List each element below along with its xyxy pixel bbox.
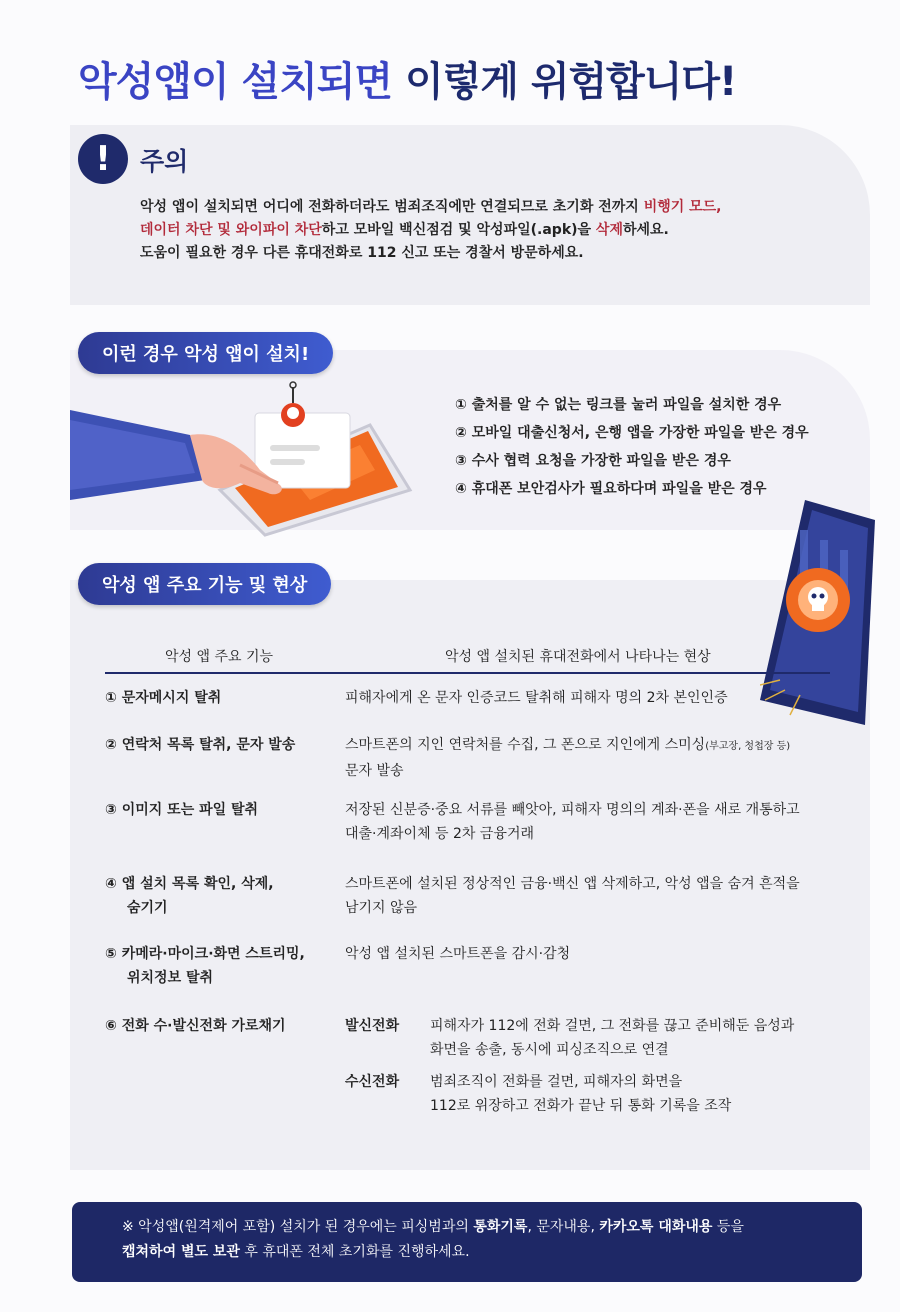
footer-line2: 캡쳐하여 별도 보관 후 휴대폰 전체 초기화를 진행하세요.: [122, 1244, 470, 1260]
symptom-cell: 악성 앱 설치된 스마트폰을 감시·감청: [345, 946, 571, 962]
caution-line2: 데이터 차단 및 와이파이 차단하고 모바일 백신점검 및 악성파일(.apk)을 삭제하세요.: [140, 222, 669, 238]
incoming-call-label: 수신전화: [345, 1074, 400, 1090]
install-cases-list: [455, 391, 835, 503]
incoming-call-desc: 범죄조직이 전화를 걸면, 피해자의 화면을 112로 위장하고 전화가 끝난 뒤 통화 기록을 조작: [430, 1074, 732, 1114]
list-item: ④ 휴대폰 보안검사가 필요하다며 파일을 받은 경우: [455, 481, 767, 497]
symptom-cell: 피해자에게 온 문자 인증코드 탈취해 피해자 명의 2차 본인인증: [345, 690, 728, 706]
list-item: ② 모바일 대출신청서, 은행 앱을 가장한 파일을 받은 경우: [455, 425, 809, 441]
section1-title: 이런 경우 악성 앱이 설치!: [78, 332, 333, 374]
list-item: ③ 수사 협력 요청을 가장한 파일을 받은 경우: [455, 453, 731, 469]
footer-notice: [72, 1202, 862, 1282]
title-part2: 이렇게 위험합니다!: [404, 59, 737, 105]
outgoing-call-desc: 피해자가 112에 전화 걸면, 그 전화를 끊고 준비해둔 음성과 화면을 송출, 동시에 피싱조직으로 연결: [430, 1018, 795, 1058]
feature-cell: ⑤ 카메라·마이크·화면 스트리밍, 위치정보 탈취: [105, 946, 305, 986]
caution-text: [140, 196, 840, 265]
symptom-cell: 스마트폰에 설치된 정상적인 금융·백신 앱 삭제하고, 악성 앱을 숨겨 흔적을 남기지 않음: [345, 876, 800, 916]
exclamation-icon: !: [78, 134, 128, 184]
symptom-cell: 저장된 신분증·중요 서류를 빼앗아, 피해자 명의의 계좌·폰을 새로 개통하고 대출·계좌이체 등 2차 금융거래: [345, 802, 800, 842]
caution-heading: 주의: [140, 147, 189, 176]
page-title: [78, 50, 736, 107]
caution-line3: 도움이 필요한 경우 다른 휴대전화로 112 신고 또는 경찰서 방문하세요.: [140, 245, 584, 261]
hand-phone-illustration: [70, 375, 440, 540]
column-header-symptom: 악성 앱 설치된 휴대전화에서 나타나는 현상: [445, 649, 711, 665]
feature-cell: ③ 이미지 또는 파일 탈취: [105, 802, 259, 818]
caution-line1: 악성 앱이 설치되면 어디에 전화하더라도 범죄조직에만 연결되므로 초기화 전까지 비행기 모드,: [140, 199, 722, 215]
feature-cell: ④ 앱 설치 목록 확인, 삭제, 숨기기: [105, 876, 274, 916]
feature-cell: ⑥ 전화 수·발신전화 가로채기: [105, 1018, 286, 1034]
outgoing-call-label: 발신전화: [345, 1018, 400, 1034]
section2-title: 악성 앱 주요 기능 및 현상: [78, 563, 331, 605]
symptom-cell: 스마트폰의 지인 연락처를 수집, 그 폰으로 지인에게 스미싱(부고장, 청첩장 등) 문자 발송: [345, 737, 791, 779]
column-header-feature: 악성 앱 주요 기능: [165, 649, 274, 665]
title-part1: 악성앱이 설치되면: [78, 59, 393, 105]
feature-cell: ① 문자메시지 탈취: [105, 690, 222, 706]
feature-cell: ② 연락처 목록 탈취, 문자 발송: [105, 737, 296, 753]
list-item: ① 출처를 알 수 없는 링크를 눌러 파일을 설치한 경우: [455, 397, 782, 413]
table-header-divider: [105, 672, 830, 674]
footer-line1: ※ 악성앱(원격제어 포함) 설치가 된 경우에는 피싱범과의 통화기록, 문자내용, 카카오톡 대화내용 등을: [122, 1219, 744, 1235]
